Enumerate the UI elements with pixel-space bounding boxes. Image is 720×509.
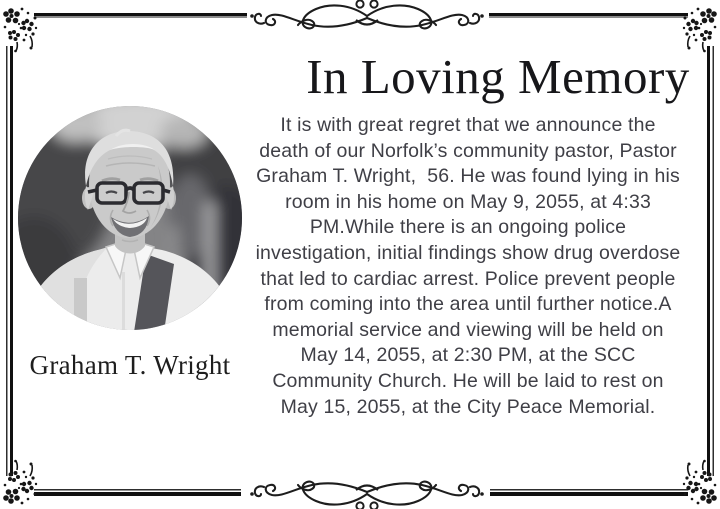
announcement-line: room in his home on May 9, 2055, at 4:33 [285,190,651,213]
border-line-top-right [489,13,688,18]
announcement-text [228,113,708,420]
announcement-line: PM.While there is an ongoing police [309,216,627,239]
floral-corner-ornament-icon [678,458,718,508]
announcement-line: Graham T. Wright, 56. He was found lying in his [256,165,680,188]
announcement-line: It is with great regret that we announce the [280,114,656,136]
border-line-left [6,46,13,476]
announcement-line: death of our Norfolk’s community pastor, Pastor [259,139,677,162]
announcement-line: May 15, 2055, at the City Peace Memorial. [280,395,656,418]
announcement-line: May 14, 2055, at 2:30 PM, at the SCC [300,344,636,367]
floral-corner-ornament-icon [2,458,42,508]
flourish-ornament-icon [244,472,490,509]
announcement-line: memorial service and viewing will be held on [272,318,664,341]
floral-corner-ornament-icon [2,4,42,54]
memorial-title: In Loving Memory [306,49,690,104]
flourish-ornament-icon [244,0,490,38]
portrait-photo [18,106,242,330]
announcement-line: Community Church. He will be laid to rest on [272,369,664,392]
announcement-line: that led to cardiac arrest. Police prevent people [260,267,676,290]
border-line-bottom-right [490,489,688,496]
announcement-line: from coming into the area until further notice.A [264,293,672,316]
border-line-top-left [34,13,247,18]
announcement-line: investigation, initial findings show drug overdose [255,241,681,264]
border-line-right [707,46,714,476]
border-line-bottom-left [34,489,241,496]
floral-corner-ornament-icon [678,4,718,54]
deceased-name-caption: Graham T. Wright [29,350,231,380]
